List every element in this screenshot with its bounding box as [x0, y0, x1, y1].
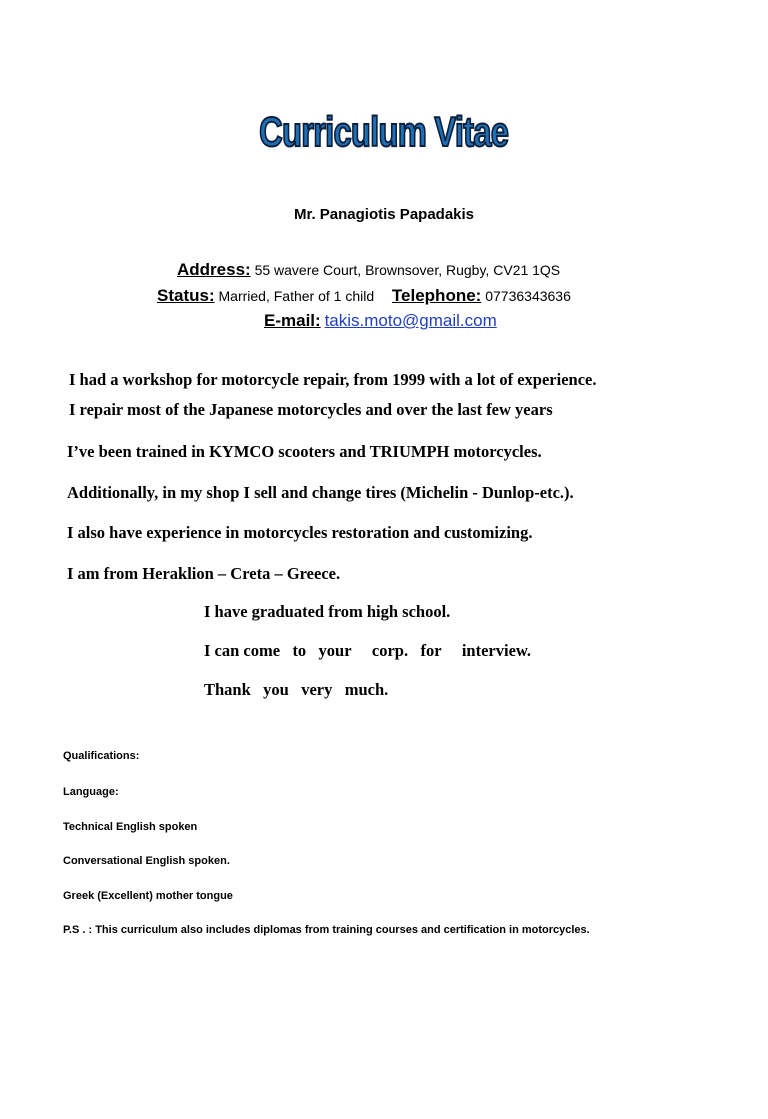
statement-line: I am from Heraklion – Creta – Greece.: [67, 564, 341, 583]
statement-line: I also have experience in motorcycles restoration and customizing.: [67, 523, 533, 542]
address-line: [177, 260, 560, 280]
closing-line: Thank you very much.: [204, 680, 389, 699]
document-title-text: Curriculum Vitae: [259, 108, 509, 155]
email-line: [264, 311, 497, 331]
qualification-item: Conversational English spoken.: [63, 855, 230, 867]
telephone-label: Telephone:: [391, 286, 482, 305]
statement-line: I had a workshop for motorcycle repair, from 1999 with a lot of experience.: [69, 370, 597, 389]
postscript-note: P.S . : This curriculum also includes diplomas from training courses and certification in motorcycles.: [63, 924, 590, 936]
document-title: [0, 108, 768, 156]
qualifications-heading: Qualifications:: [63, 750, 140, 762]
status-line: [157, 286, 571, 306]
address-value: 55 wavere Court, Brownsover, Rugby, CV21 1QS: [254, 262, 561, 278]
status-label: Status:: [157, 286, 215, 305]
statement-line: Additionally, in my shop I sell and change tires (Michelin - Dunlop-etc.).: [67, 483, 574, 502]
telephone-value: 07736343636: [485, 288, 571, 304]
email-label: E-mail:: [264, 311, 321, 330]
applicant-name: Mr. Panagiotis Papadakis: [293, 206, 475, 223]
language-label: Language:: [63, 786, 119, 798]
statement-line: I repair most of the Japanese motorcycles and over the last few years: [69, 400, 553, 419]
closing-line: I have graduated from high school.: [204, 602, 451, 621]
closing-line: I can come to your corp. for interview.: [204, 641, 532, 660]
qualification-item: Technical English spoken: [63, 821, 198, 833]
qualification-item: Greek (Excellent) mother tongue: [63, 890, 233, 902]
status-value: Married, Father of 1 child: [218, 288, 375, 304]
statement-line: I’ve been trained in KYMCO scooters and TRIUMPH motorcycles.: [67, 442, 542, 461]
email-link[interactable]: takis.moto@gmail.com: [324, 311, 497, 330]
address-label: Address:: [177, 260, 251, 279]
